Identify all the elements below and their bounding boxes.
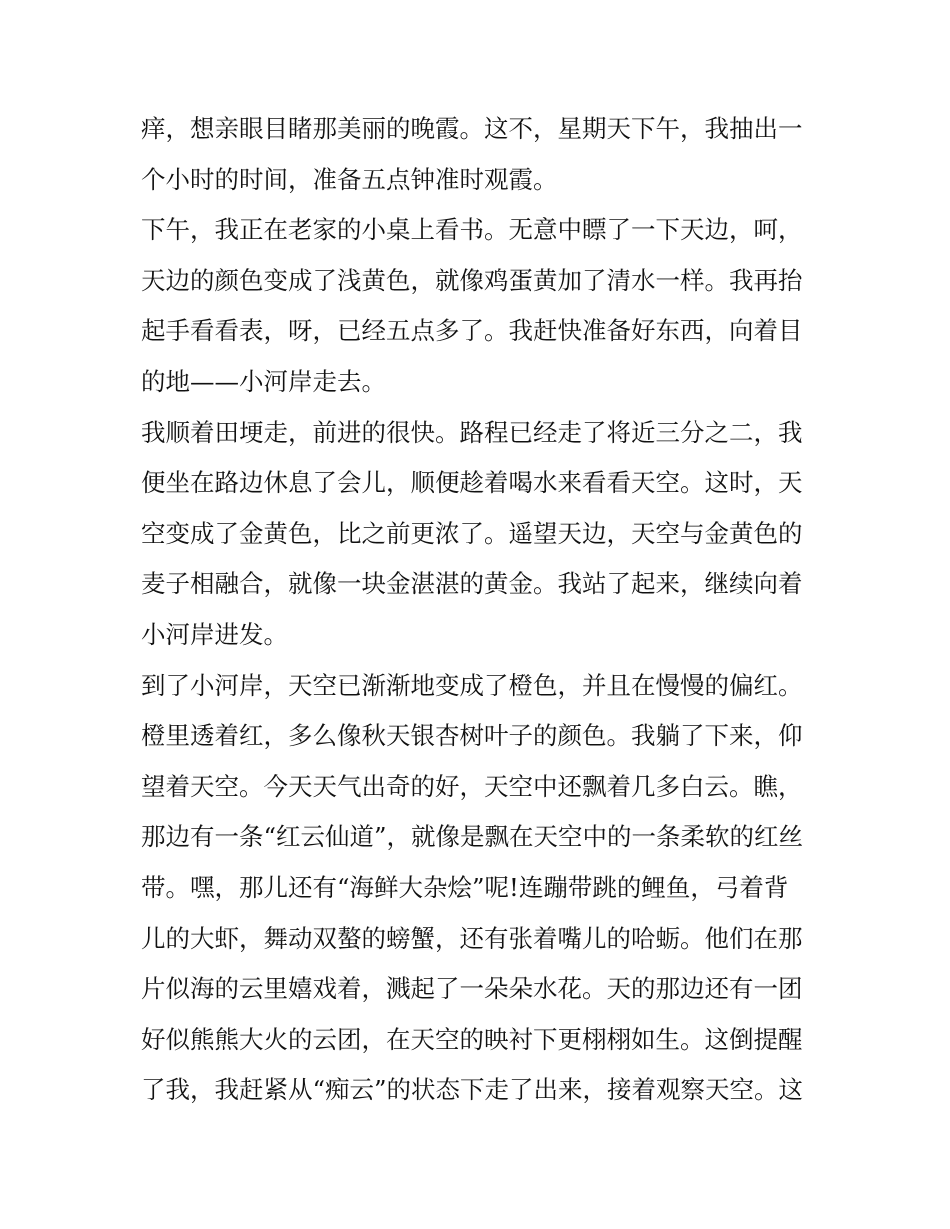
essay-body (141, 104, 821, 1116)
text-line: 了我，我赶紧从“痴云”的状态下走了出来，接着观察天空。这 (141, 1075, 804, 1105)
text-line: 片似海的云里嬉戏着，溅起了一朵朵水花。天的那边还有一团 (141, 974, 803, 1004)
text-line: 带。嘿，那儿还有“海鲜大杂烩”呢!连蹦带跳的鲤鱼，弓着背 (141, 872, 789, 902)
text-line: 那边有一条“红云仙道”，就像是飘在天空中的一条柔软的红丝 (141, 822, 804, 852)
text-line: 我顺着田埂走，前进的很快。路程已经走了将近三分之二，我 (141, 417, 803, 447)
text-line: 儿的大虾，舞动双螯的螃蟹，还有张着嘴儿的哈蛎。他们在那 (141, 923, 803, 953)
text-line: 个小时的时间，准备五点钟准时观霞。 (141, 164, 558, 194)
text-line: 起手看看表，呀，已经五点多了。我赶快准备好东西，向着目 (141, 316, 803, 346)
text-line: 痒，想亲眼目睹那美丽的晚霞。这不，星期天下午，我抽出一 (141, 114, 803, 143)
text-line: 到了小河岸，天空已渐渐地变成了橙色，并且在慢慢的偏红。 (141, 670, 803, 700)
text-line: 便坐在路边休息了会儿，顺便趁着喝水来看看天空。这时，天 (141, 468, 803, 498)
text-line: 橙里透着红，多么像秋天银杏树叶子的颜色。我躺了下来，仰 (141, 721, 803, 751)
text-line: 好似熊熊大火的云团，在天空的映衬下更栩栩如生。这倒提醒 (141, 1024, 803, 1054)
text-line: 下午，我正在老家的小桌上看书。无意中瞟了一下天边，呵， (141, 215, 803, 245)
text-line: 空变成了金黄色，比之前更浓了。遥望天边，天空与金黄色的 (141, 518, 803, 548)
text-line: 天边的颜色变成了浅黄色，就像鸡蛋黄加了清水一样。我再抬 (141, 265, 803, 295)
text-line: 麦子相融合，就像一块金湛湛的黄金。我站了起来，继续向着 (141, 569, 803, 599)
text-line: 的地——小河岸走去。 (141, 366, 386, 396)
text-line: 望着天空。今天天气出奇的好，天空中还飘着几多白云。瞧， (141, 771, 803, 801)
text-line: 小河岸进发。 (141, 619, 288, 649)
